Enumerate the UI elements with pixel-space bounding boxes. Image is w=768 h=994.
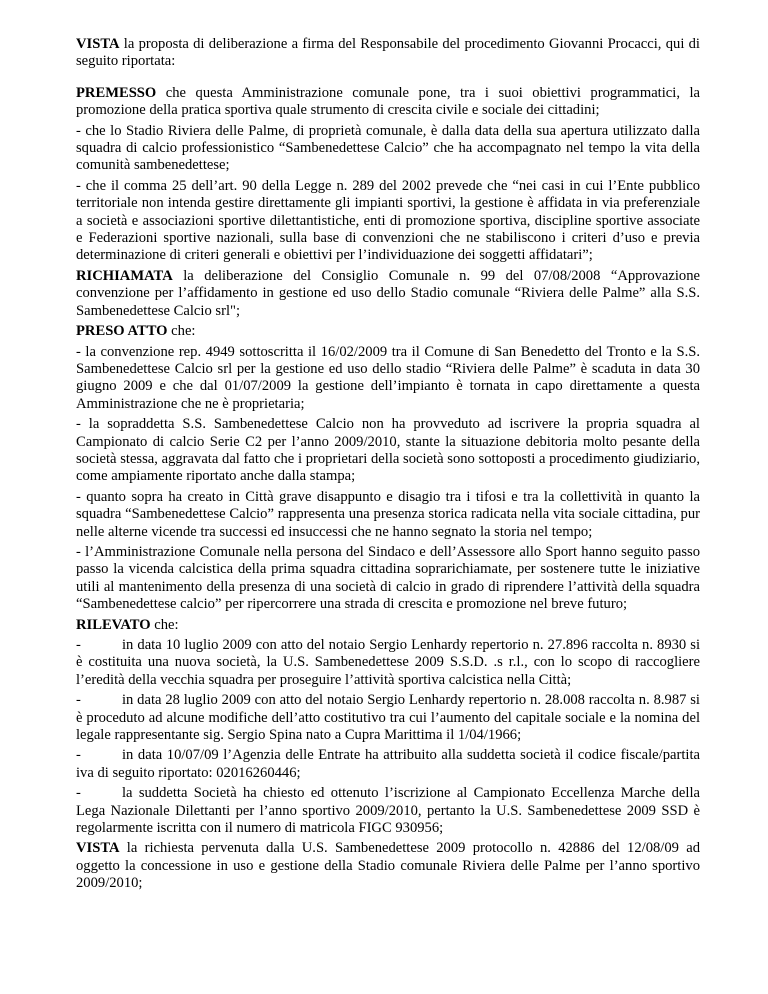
paragraph-amministrazione: - l’Amministrazione Comunale nella persona del Sindaco e dell’Assessore allo Sport hanno seguito passo passo la vicenda calcistica della prima squadra cittadina soprarichiamate, per sostenere tutte le iniziative utili al mantenimento della presenza di una società di calcio in grado di riprendere l’attività della squadra “Sambenedettese calcio” per ripercorrere una strada di crescita e promozione nel breve futuro; — [76, 543, 700, 613]
paragraph-vista-richiesta — [76, 840, 700, 892]
list-item-text: in data 28 luglio 2009 con atto del notaio Sergio Lenhardy repertorio n. 28.008 raccolta n. 8.987 si è proceduto ad alcune modifiche dell’atto costitutivo tra cui l’aumento del capitale sociale e la nomina del legale rappresentante sig. Sergio Spina nato a Cupra Marittima il 1/04/1966; — [76, 692, 700, 744]
paragraph-text: la proposta di deliberazione a firma del Responsabile del procedimento Giovanni Procacci, qui di seguito riportata: — [76, 36, 700, 70]
paragraph-legge: - che il comma 25 dell’art. 90 della Legge n. 289 del 2002 prevede che “nei casi in cui l’Ente pubblico territoriale non intenda gestire direttamente gli impianti sportivi, la gestione è affidata in via preferenziale a società e associazioni sportive dilettantistiche, enti di promozione sportiva, discipline sportive associate e Federazioni sportive nazionali, sulla base di convenzioni che ne stabiliscono i criteri d’uso e previa determinazione di criteri generali e obiettivi per l’individuazione dei soggetti affidatari”; — [76, 177, 700, 264]
keyword-vista: VISTA — [76, 840, 120, 857]
paragraph-convenzione: - la convenzione rep. 4949 sottoscritta il 16/02/2009 tra il Comune di San Benedetto del Tronto e la S.S. Sambenedettese Calcio srl per la gestione ed uso dello stadio “Riviera delle Palme” è scaduta in data 30 giugno 2009 e che dal 01/07/2009 la gestione dell’impianto è tornata in capo direttamente a questa Amministrazione che ne è proprietaria; — [76, 343, 700, 412]
keyword-preso-atto: PRESO ATTO — [76, 323, 168, 340]
paragraph-rilevato — [76, 617, 700, 634]
paragraph-serie-c2: - la sopraddetta S.S. Sambenedettese Calcio non ha provveduto ad iscrivere la propria squadra al Campionato di calcio Serie C2 per l’anno 2009/2010, stante la situazione debitoria molto pesante della società stessa, aggravata dal fatto che i proprietari della società sono sottoposti a procedimento giudiziario, come ampiamente riportato anche dalla stampa; — [76, 416, 700, 485]
list-item-text: in data 10 luglio 2009 con atto del notaio Sergio Lenhardy repertorio n. 27.896 raccolta n. 8930 si è costituita una nuova società, la U.S. Sambenedettese 2009 S.S.D. .s r.l., con lo scopo di raccogliere l’eredità della vecchia squadra per proseguire l’attività sportiva calcistica nella Città; — [76, 637, 700, 688]
paragraph-premesso — [76, 85, 700, 120]
paragraph-richiamata — [76, 268, 700, 320]
list-item — [76, 785, 700, 837]
keyword-premesso: PREMESSO — [76, 84, 157, 101]
list-dash: - — [76, 692, 81, 709]
paragraph-text: la deliberazione del Consiglio Comunale n. 99 del 07/08/2008 “Approvazione convenzione per l’affidamento in gestione ed uso dello Stadio comunale “Riviera delle Palme” alla S.S. Sambenedettese Calcio srl"; — [76, 267, 700, 319]
list-dash: - — [76, 785, 81, 802]
list-dash: - — [76, 747, 81, 764]
list-item — [76, 692, 700, 744]
list-dash: - — [76, 637, 81, 653]
list-item — [76, 637, 700, 689]
keyword-richiamata: RICHIAMATA — [76, 267, 173, 284]
list-item-text: in data 10/07/09 l’Agenzia delle Entrate ha attribuito alla suddetta società il codice fiscale/partita iva di seguito riportato: 02016260446; — [76, 747, 700, 781]
paragraph-preso-atto — [76, 323, 700, 340]
paragraph-vista-proposta — [76, 36, 700, 71]
paragraph-text: che: — [150, 616, 179, 633]
list-item-text: la suddetta Società ha chiesto ed ottenuto l’iscrizione al Campionato Eccellenza Marche della Lega Nazionale Dilettanti per l’anno sportivo 2009/2010, pertanto la U.S. Sambenedettese 2009 SSD è regolarmente iscritta con il numero di matricola FIGC 930956; — [76, 785, 700, 837]
paragraph-text: che questa Amministrazione comunale pone, tra i suoi obiettivi programmatici, la promozione della pratica sportiva quale strumento di crescita civile e sociale dei cittadini; — [76, 84, 700, 119]
keyword-rilevato: RILEVATO — [76, 616, 151, 633]
paragraph-text: che: — [167, 323, 196, 340]
keyword-vista: VISTA — [76, 36, 120, 52]
paragraph-disappunto: - quanto sopra ha creato in Città grave disappunto e disagio tra i tifosi e tra la collettività in quanto la squadra “Sambenedettese Calcio” rappresenta una presenza storica radicata nella vita sociale cittadina, pur nelle alterne vicende tra successi ed insuccessi che ne hanno segnato la storia nel tempo; — [76, 488, 700, 540]
paragraph-stadio: - che lo Stadio Riviera delle Palme, di proprietà comunale, è dalla data della sua apertura utilizzato dalla squadra di calcio professionistico “Sambenedettese Calcio” che ha accompagnato nel tempo la vita della comunità sambenedettese; — [76, 122, 700, 174]
list-item — [76, 747, 700, 782]
paragraph-text: la richiesta pervenuta dalla U.S. Sambenedettese 2009 protocollo n. 42886 del 12/08/09 ad oggetto la concessione in uso e gestione della Stadio comunale Riviera delle Palme per l’anno sportivo 2009/2010; — [76, 840, 700, 892]
